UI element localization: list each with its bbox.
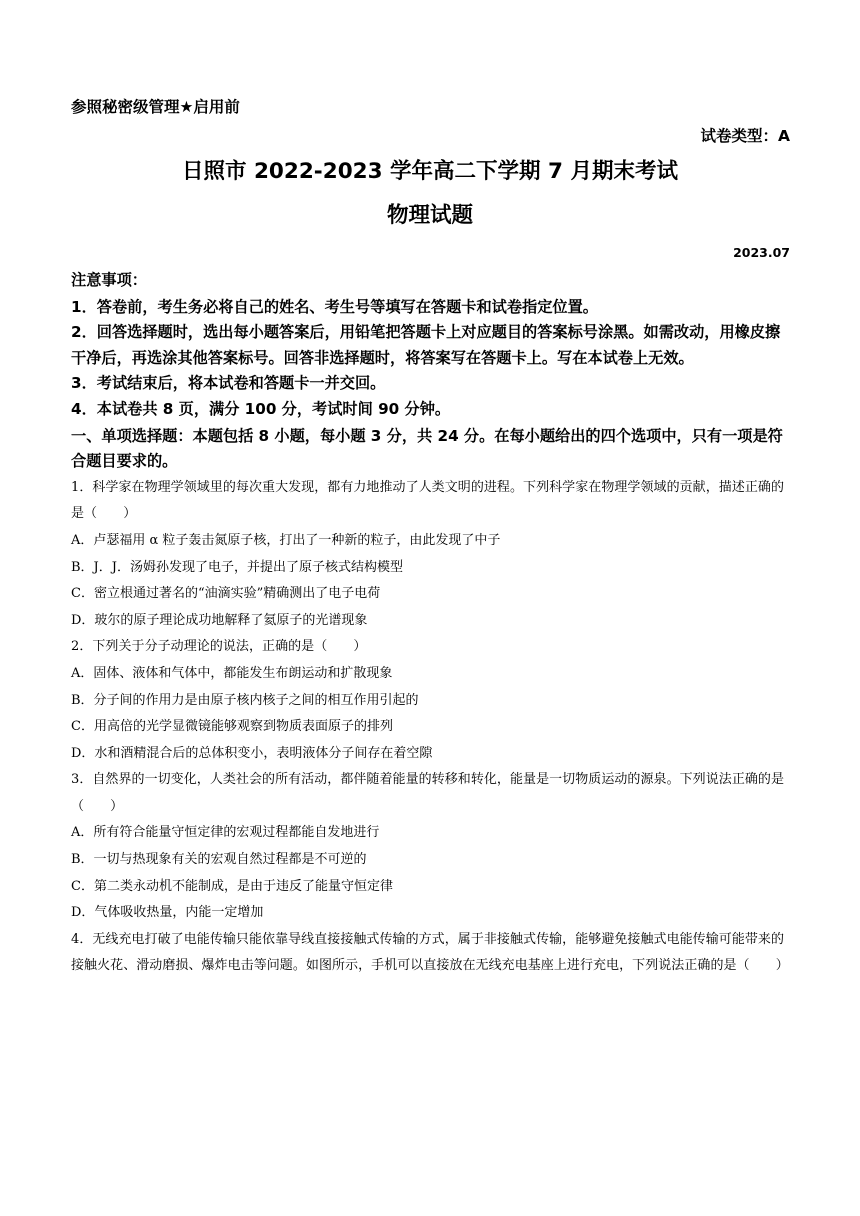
question-option: C．密立根通过著名的“油滴实验”精确测出了电子电荷 (71, 586, 381, 602)
question-option: A．固体、液体和气体中，都能发生布朗运动和扩散现象 (71, 665, 393, 681)
paper-type: 试卷类型：A (700, 127, 790, 145)
question-option: B．一切与热现象有关的宏观自然过程都是不可逆的 (71, 852, 367, 868)
question-option: A．所有符合能量守恒定律的宏观过程都能自发地进行 (71, 825, 380, 841)
question-stem: 1．科学家在物理学领域里的每次重大发现，都有力地推动了人类文明的进程。下列科学家在物理学领域的贡献，描述正确的是（ ） (71, 479, 785, 522)
exam-subtitle: 物理试题 (386, 203, 473, 228)
question-option: C．第二类永动机不能制成，是由于违反了能量守恒定律 (71, 878, 393, 894)
question-option: A．卢瑟福用 α 粒子轰击氮原子核，打出了一种新的粒子，由此发现了中子 (71, 532, 501, 548)
secret-mark: 参照秘密级管理★启用前 (71, 98, 240, 116)
question-option: B．J．J．汤姆孙发现了电子，并提出了原子核式结构模型 (71, 559, 403, 575)
exam-title: 日照市 2022-2023 学年高二下学期 7 月期末考试 (181, 159, 678, 184)
notice-item: 3．考试结束后，将本试卷和答题卡一并交回。 (71, 374, 386, 393)
notice-label: 注意事项： (71, 271, 147, 289)
section-heading: 一、单项选择题：本题包括 8 小题，每小题 3 分，共 24 分。在每小题给出的四个选项中，只有一项是符合题目要求的。 (71, 426, 783, 471)
question-option: D．玻尔的原子理论成功地解释了氦原子的光谱现象 (71, 612, 368, 628)
notice-item: 2．回答选择题时，选出每小题答案后，用铅笔把答题卡上对应题目的答案标号涂黑。如需改动，用橡皮擦干净后，再选涂其他答案标号。回答非选择题时，将答案写在答题卡上。写在本试卷上无效。 (71, 323, 781, 367)
question-option: D．气体吸收热量，内能一定增加 (71, 905, 264, 921)
notice-item: 4．本试卷共 8 页，满分 100 分，考试时间 90 分钟。 (71, 399, 451, 418)
question-stem: 2．下列关于分子动理论的说法，正确的是（ ） (71, 639, 367, 655)
exam-body (71, 268, 793, 980)
question-stem: 4．无线充电打破了电能传输只能依靠导线直接接触式传输的方式，属于非接触式传输，能够避免接触式电能传输可能带来的接触火花、滑动磨损、爆炸电击等问题。如图所示，手机可以直接放在无线充电基座上进行充电，下列说法正确的是（ ） (71, 931, 789, 974)
question-option: C．用高倍的光学显微镜能够观察到物质表面原子的排列 (71, 719, 393, 735)
question-option: B．分子间的作用力是由原子核内核子之间的相互作用引起的 (71, 692, 419, 708)
notice-item: 1．答卷前，考生务必将自己的姓名、考生号等填写在答题卡和试卷指定位置。 (71, 297, 598, 316)
question-option: D．水和酒精混合后的总体积变小，表明液体分子间存在着空隙 (71, 745, 433, 761)
question-stem: 3．自然界的一切变化，人类社会的所有活动，都伴随着能量的转移和转化，能量是一切物质运动的源泉。下列说法正确的是（ ） (71, 772, 785, 814)
exam-date: 2023.07 (733, 245, 790, 260)
